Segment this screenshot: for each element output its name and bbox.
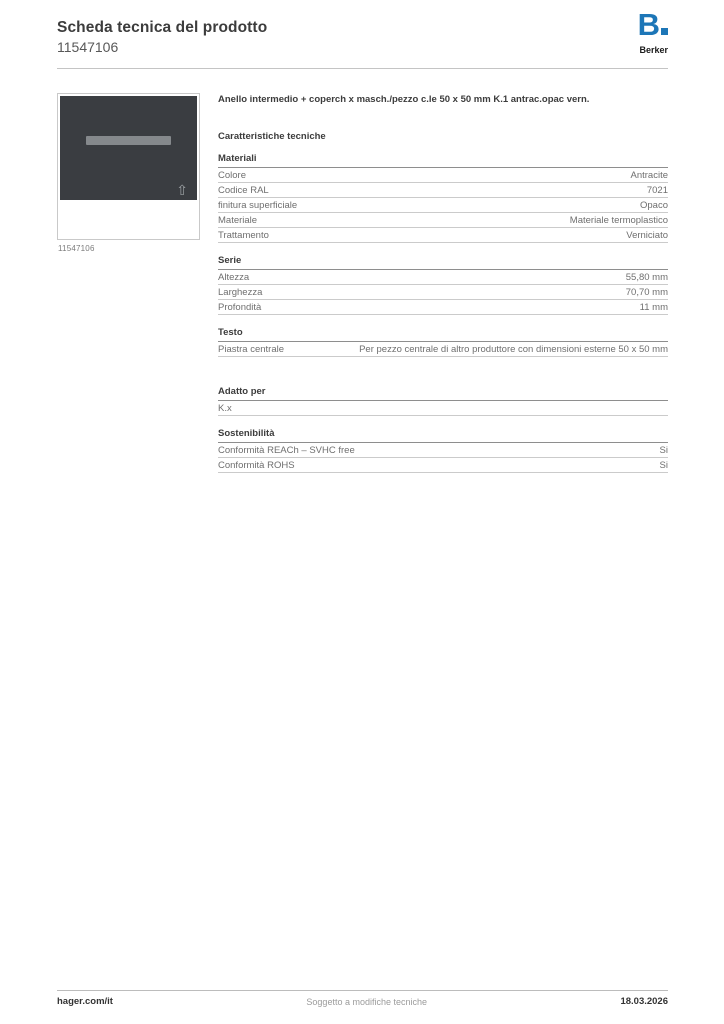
section-title: Adatto per: [218, 387, 668, 401]
table-row: [218, 342, 668, 357]
product-name: Anello intermedio + coperch x masch./pezzo c.le 50 x 50 mm K.1 antrac.opac vern.: [218, 94, 590, 105]
plate-rocker-bar: [86, 136, 171, 145]
product-plate: [60, 96, 197, 200]
tech-section: [218, 328, 668, 357]
section-title: Sostenibilità: [218, 429, 668, 443]
berker-logo-dot-icon: [661, 28, 668, 35]
section-rows: [218, 342, 668, 357]
row-value: Si: [659, 444, 668, 456]
row-label: Materiale: [218, 214, 258, 226]
table-row: [218, 401, 668, 416]
berker-logo-brand: Berker: [639, 45, 668, 55]
row-value: Materiale termoplastico: [569, 214, 668, 226]
section-rows: [218, 401, 668, 416]
row-label: Profondità: [218, 301, 262, 313]
row-value: Verniciato: [626, 229, 668, 241]
section-title: Serie: [218, 256, 668, 270]
section-rows: [218, 168, 668, 243]
row-label: Conformità ROHS: [218, 459, 295, 471]
row-label: Larghezza: [218, 286, 263, 298]
row-label: Conformità REACh – SVHC free: [218, 444, 355, 456]
tech-section: [218, 154, 668, 243]
up-arrow-icon: ⇧: [176, 182, 188, 198]
table-row: [218, 458, 668, 473]
row-label: finitura superficiale: [218, 199, 298, 211]
tech-section: [218, 387, 668, 416]
row-label: Colore: [218, 169, 246, 181]
tech-sections: [218, 154, 668, 473]
footer-date: 18.03.2026: [620, 996, 668, 1007]
berker-logo-b: B: [637, 7, 659, 42]
page-title: Scheda tecnica del prodotto: [57, 19, 268, 36]
berker-logo-mark: [637, 7, 668, 45]
section-title: Testo: [218, 328, 668, 342]
row-label: Trattamento: [218, 229, 269, 241]
table-row: [218, 198, 668, 213]
image-caption: 11547106: [58, 244, 95, 253]
row-value: Si: [659, 459, 668, 471]
row-value: Per pezzo centrale di altro produttore con dimensioni esterne 50 x 50 mm: [359, 343, 668, 355]
header-divider: [57, 68, 668, 69]
product-image: [57, 93, 200, 240]
row-value: 11 mm: [639, 301, 668, 313]
section-title: Materiali: [218, 154, 668, 168]
footer-site-link[interactable]: hager.com/it: [57, 996, 113, 1007]
product-number: 11547106: [57, 39, 119, 55]
table-row: [218, 270, 668, 285]
row-label: Altezza: [218, 271, 250, 283]
table-row: [218, 228, 668, 243]
footer-note: Soggetto a modifiche tecniche: [306, 996, 427, 1007]
footer: [57, 996, 668, 1007]
row-label: Codice RAL: [218, 184, 269, 196]
table-row: [218, 443, 668, 458]
row-value: Opaco: [640, 199, 668, 211]
table-row: [218, 168, 668, 183]
row-value: 70,70 mm: [625, 286, 668, 298]
table-row: [218, 183, 668, 198]
tech-section: [218, 429, 668, 473]
footer-divider: [57, 990, 668, 991]
tech-characteristics-heading: Caratteristiche tecniche: [218, 131, 326, 142]
tech-section: [218, 256, 668, 315]
section-rows: [218, 270, 668, 315]
row-value: Antracite: [630, 169, 668, 181]
section-rows: [218, 443, 668, 473]
table-row: [218, 285, 668, 300]
row-label: Piastra centrale: [218, 343, 285, 355]
table-row: [218, 300, 668, 315]
berker-logo: [637, 7, 668, 55]
details-column: [218, 94, 668, 473]
row-label: K.x: [218, 402, 232, 414]
table-row: [218, 213, 668, 228]
row-value: 7021: [646, 184, 668, 196]
row-value: 55,80 mm: [625, 271, 668, 283]
